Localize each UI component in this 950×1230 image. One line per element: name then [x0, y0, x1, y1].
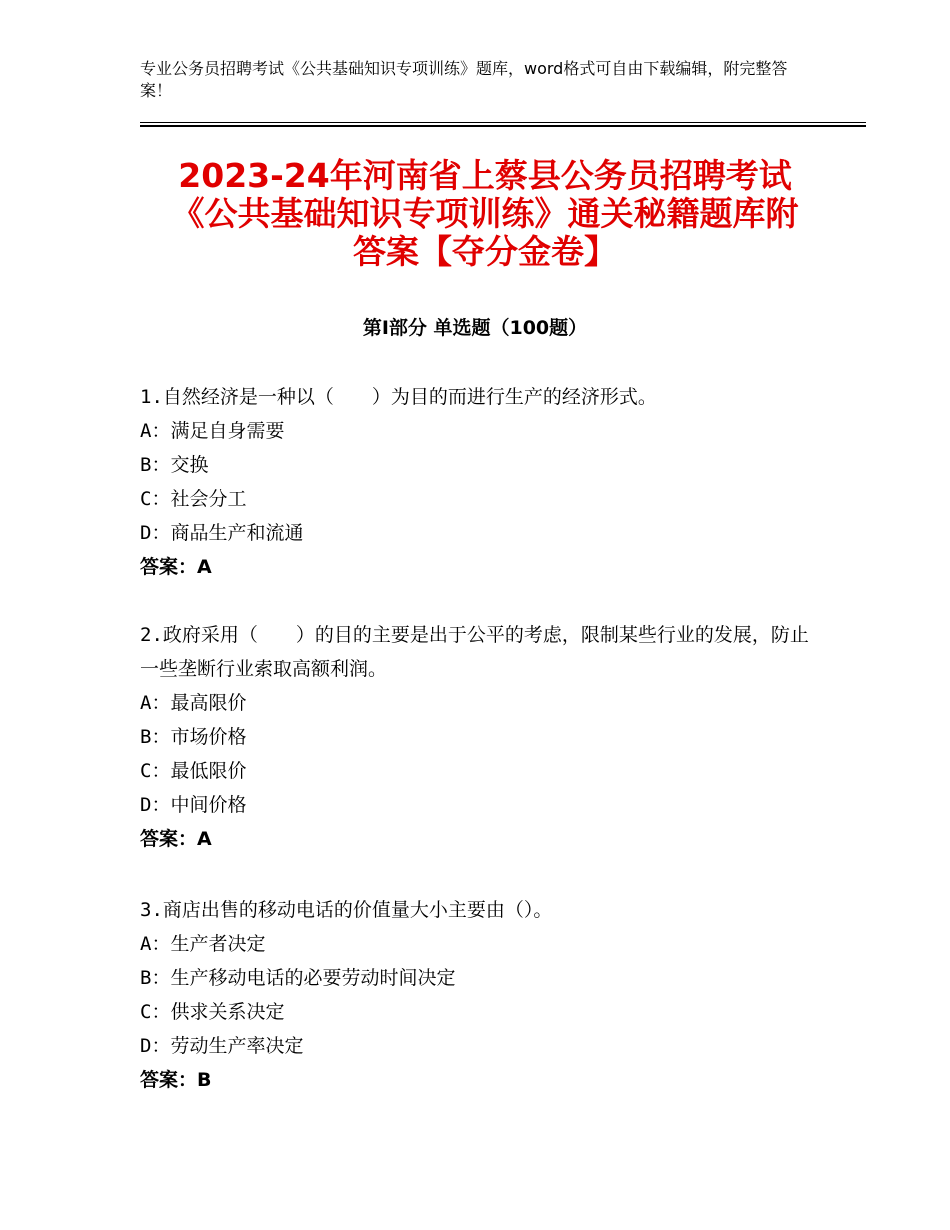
option-d: D：劳动生产率决定 [140, 1035, 304, 1057]
document-title [120, 157, 850, 271]
option-d: D：商品生产和流通 [140, 522, 304, 544]
title-line-3: 答案【夺分金卷】 [353, 232, 617, 271]
option-b: B：交换 [140, 454, 209, 476]
option-a: A：最高限价 [140, 692, 247, 714]
title-line-1: 2023-24年河南省上蔡县公务员招聘考试 [178, 156, 792, 195]
option-c: C：供求关系决定 [140, 1001, 285, 1023]
question-stem: 2.政府采用（ ）的目的主要是出于公平的考虑，限制某些行业的发展，防止一些垄断行业索取高额利润。 [140, 624, 809, 680]
section-heading: 第Ⅰ部分 单选题（100题） [362, 317, 588, 339]
answer: 答案：B [140, 1069, 212, 1091]
answer: 答案：A [140, 556, 212, 578]
option-b: B：生产移动电话的必要劳动时间决定 [140, 967, 456, 989]
option-c: C：最低限价 [140, 760, 247, 782]
option-c: C：社会分工 [140, 488, 247, 510]
option-d: D：中间价格 [140, 794, 247, 816]
option-a: A：生产者决定 [140, 933, 266, 955]
question-1 [140, 380, 820, 584]
header-rule-thick [140, 125, 866, 127]
option-b: B：市场价格 [140, 726, 247, 748]
question-stem: 1.自然经济是一种以（ ）为目的而进行生产的经济形式。 [140, 386, 657, 408]
answer: 答案：A [140, 828, 212, 850]
title-line-2: 《公共基础知识专项训练》通关秘籍题库附 [171, 194, 799, 233]
question-2 [140, 618, 820, 856]
question-stem: 3.商店出售的移动电话的价值量大小主要由（）。 [140, 899, 553, 921]
header-rule-thin [140, 122, 866, 123]
question-3 [140, 893, 820, 1097]
header-note: 专业公务员招聘考试《公共基础知识专项训练》题库，word格式可自由下载编辑，附完整答案！ [140, 59, 788, 100]
option-a: A：满足自身需要 [140, 420, 285, 442]
